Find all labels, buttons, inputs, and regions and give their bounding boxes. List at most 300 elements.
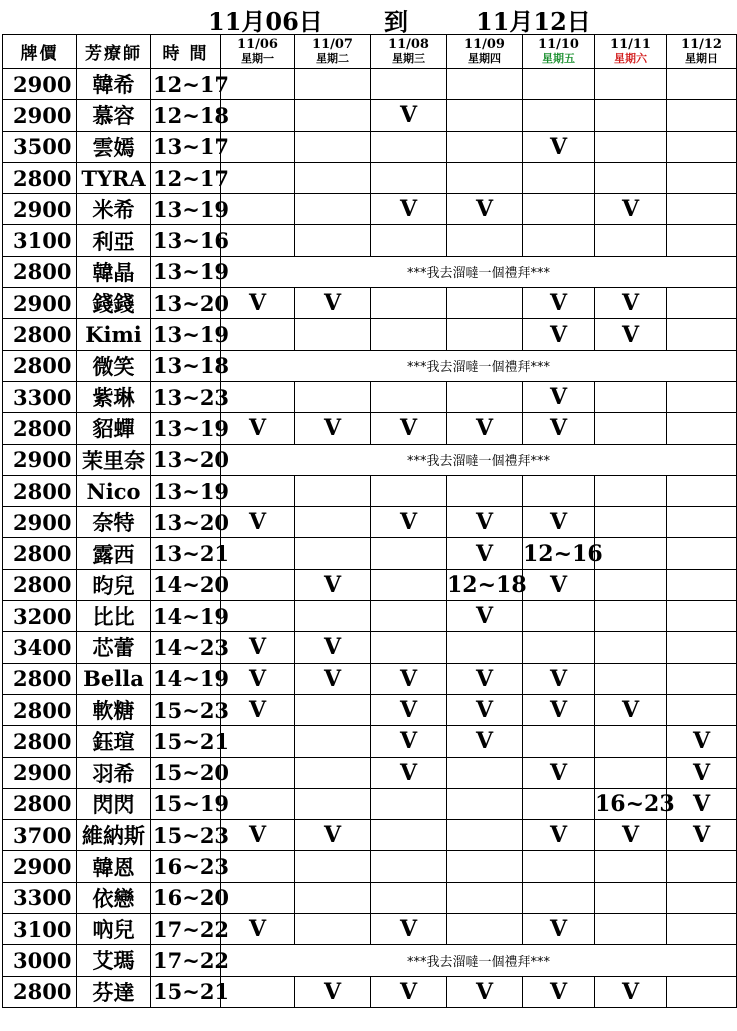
price-cell: 2800 [3, 976, 77, 1007]
availability-cell [447, 162, 523, 193]
availability-cell: V [447, 663, 523, 694]
availability-cell: 12~18 [447, 569, 523, 600]
availability-cell: V [523, 663, 595, 694]
availability-cell: V [595, 820, 667, 851]
availability-cell [667, 601, 737, 632]
availability-cell [595, 914, 667, 945]
availability-cell: V [371, 100, 447, 131]
price-cell: 2800 [3, 256, 77, 287]
availability-cell: V [447, 976, 523, 1007]
table-row [3, 788, 737, 819]
availability-cell: V [221, 820, 295, 851]
availability-cell [447, 319, 523, 350]
availability-cell: V [523, 694, 595, 725]
availability-cell: V [447, 413, 523, 444]
availability-cell [595, 225, 667, 256]
vacation-note: ***我去溜噠一個禮拜*** [221, 350, 737, 381]
therapist-name: 慕容 [77, 100, 151, 131]
availability-cell [371, 225, 447, 256]
day-header [523, 35, 595, 69]
price-cell: 2900 [3, 507, 77, 538]
availability-cell: V [295, 632, 371, 663]
therapist-name: 韓希 [77, 69, 151, 100]
availability-cell [295, 131, 371, 162]
time-cell: 13~21 [151, 538, 221, 569]
time-cell: 13~19 [151, 319, 221, 350]
availability-cell [221, 976, 295, 1007]
availability-cell [295, 694, 371, 725]
availability-cell [595, 69, 667, 100]
availability-cell [595, 663, 667, 694]
therapist-name: 微笑 [77, 350, 151, 381]
table-row [3, 914, 737, 945]
availability-cell: V [371, 507, 447, 538]
availability-cell [371, 162, 447, 193]
availability-cell: V [523, 413, 595, 444]
availability-cell: V [447, 538, 523, 569]
table-row [3, 820, 737, 851]
title-start-date: 11月06日 [208, 7, 323, 36]
time-cell: 13~19 [151, 256, 221, 287]
availability-cell [447, 914, 523, 945]
availability-cell [221, 726, 295, 757]
availability-cell: V [523, 288, 595, 319]
availability-cell [295, 162, 371, 193]
day-weekday: 星期日 [685, 52, 718, 65]
table-row [3, 381, 737, 412]
availability-cell [667, 851, 737, 882]
table-row [3, 632, 737, 663]
therapist-name: 韓晶 [77, 256, 151, 287]
availability-cell: V [595, 694, 667, 725]
availability-cell [667, 663, 737, 694]
price-cell: 2800 [3, 788, 77, 819]
availability-cell [447, 475, 523, 506]
availability-cell: V [295, 663, 371, 694]
table-row [3, 100, 737, 131]
price-cell: 2900 [3, 194, 77, 225]
availability-cell [221, 100, 295, 131]
table-row [3, 225, 737, 256]
time-cell: 17~22 [151, 945, 221, 976]
availability-cell [221, 319, 295, 350]
therapist-name: 利亞 [77, 225, 151, 256]
availability-cell [667, 632, 737, 663]
availability-cell [595, 851, 667, 882]
table-row [3, 945, 737, 976]
availability-cell [221, 225, 295, 256]
table-row [3, 601, 737, 632]
availability-cell: V [667, 726, 737, 757]
availability-cell: V [523, 319, 595, 350]
availability-cell [523, 788, 595, 819]
availability-cell [595, 475, 667, 506]
therapist-name: 閃閃 [77, 788, 151, 819]
therapist-name: Kimi [77, 319, 151, 350]
time-cell: 17~22 [151, 914, 221, 945]
availability-cell: V [371, 757, 447, 788]
day-header [371, 35, 447, 69]
day-date: 11/09 [464, 37, 505, 52]
price-cell: 2800 [3, 726, 77, 757]
availability-cell: V [221, 663, 295, 694]
time-cell: 12~18 [151, 100, 221, 131]
availability-cell [295, 69, 371, 100]
availability-cell [595, 726, 667, 757]
therapist-name: 貂蟬 [77, 413, 151, 444]
availability-cell [667, 381, 737, 412]
price-cell: 2900 [3, 444, 77, 475]
availability-cell [667, 569, 737, 600]
availability-cell [221, 569, 295, 600]
availability-cell [371, 882, 447, 913]
time-cell: 12~17 [151, 69, 221, 100]
time-cell: 13~19 [151, 413, 221, 444]
schedule-table [2, 34, 737, 1008]
price-cell: 3100 [3, 225, 77, 256]
availability-cell [221, 882, 295, 913]
price-cell: 2800 [3, 350, 77, 381]
table-row [3, 507, 737, 538]
availability-cell [667, 507, 737, 538]
availability-cell [667, 694, 737, 725]
availability-cell [295, 194, 371, 225]
therapist-name: 軟糖 [77, 694, 151, 725]
availability-cell: V [667, 788, 737, 819]
availability-cell: V [371, 663, 447, 694]
availability-cell [447, 882, 523, 913]
availability-cell [371, 601, 447, 632]
day-date: 11/11 [610, 37, 651, 52]
header-row [3, 35, 737, 69]
table-row [3, 194, 737, 225]
price-cell: 2900 [3, 100, 77, 131]
therapist-name: 芯蕾 [77, 632, 151, 663]
availability-cell [595, 538, 667, 569]
availability-cell: V [221, 288, 295, 319]
availability-cell [221, 788, 295, 819]
availability-cell [295, 882, 371, 913]
availability-cell [523, 225, 595, 256]
therapist-name: Bella [77, 663, 151, 694]
table-row [3, 256, 737, 287]
time-cell: 15~23 [151, 694, 221, 725]
time-cell: 13~16 [151, 225, 221, 256]
availability-cell: V [371, 726, 447, 757]
time-cell: 13~19 [151, 194, 221, 225]
time-cell: 15~20 [151, 757, 221, 788]
availability-cell: V [667, 757, 737, 788]
time-cell: 14~23 [151, 632, 221, 663]
availability-cell [221, 538, 295, 569]
day-header [221, 35, 295, 69]
price-cell: 2800 [3, 538, 77, 569]
availability-cell [523, 69, 595, 100]
price-cell: 3700 [3, 820, 77, 851]
availability-cell: V [523, 757, 595, 788]
availability-cell [595, 381, 667, 412]
availability-cell [447, 757, 523, 788]
availability-cell: V [221, 413, 295, 444]
availability-cell [221, 475, 295, 506]
price-cell: 2800 [3, 663, 77, 694]
therapist-name: 錢錢 [77, 288, 151, 319]
availability-cell: V [221, 632, 295, 663]
time-cell: 14~19 [151, 663, 221, 694]
availability-cell [371, 820, 447, 851]
therapist-name: 昀兒 [77, 569, 151, 600]
price-cell: 2900 [3, 288, 77, 319]
availability-cell [295, 851, 371, 882]
price-cell: 2800 [3, 569, 77, 600]
day-date: 11/10 [538, 37, 579, 52]
therapist-name: 維納斯 [77, 820, 151, 851]
day-weekday: 星期六 [614, 52, 647, 65]
time-cell: 15~21 [151, 976, 221, 1007]
availability-cell: 12~16 [523, 538, 595, 569]
availability-cell [667, 131, 737, 162]
time-cell: 13~23 [151, 381, 221, 412]
day-header [595, 35, 667, 69]
therapist-name: 紫琳 [77, 381, 151, 412]
day-weekday: 星期五 [542, 52, 575, 65]
availability-cell [523, 882, 595, 913]
availability-cell [371, 319, 447, 350]
day-weekday: 星期四 [468, 52, 501, 65]
availability-cell [221, 194, 295, 225]
price-cell: 3400 [3, 632, 77, 663]
table-row [3, 444, 737, 475]
availability-cell: V [447, 726, 523, 757]
schedule-title [0, 0, 737, 34]
price-cell: 2900 [3, 69, 77, 100]
price-cell: 3200 [3, 601, 77, 632]
availability-cell [667, 319, 737, 350]
availability-cell [447, 820, 523, 851]
availability-cell: V [595, 976, 667, 1007]
time-cell: 13~20 [151, 507, 221, 538]
table-row [3, 131, 737, 162]
price-cell: 2800 [3, 319, 77, 350]
table-row [3, 851, 737, 882]
time-cell: 15~19 [151, 788, 221, 819]
availability-cell [523, 632, 595, 663]
availability-cell [295, 319, 371, 350]
time-cell: 13~17 [151, 131, 221, 162]
availability-cell [221, 601, 295, 632]
availability-cell: 16~23 [595, 788, 667, 819]
table-row [3, 663, 737, 694]
therapist-name: 露西 [77, 538, 151, 569]
therapist-name: 艾瑪 [77, 945, 151, 976]
table-row [3, 882, 737, 913]
availability-cell: V [371, 914, 447, 945]
therapist-name: 奈特 [77, 507, 151, 538]
day-date: 11/08 [388, 37, 429, 52]
availability-cell: V [523, 976, 595, 1007]
availability-cell: V [523, 507, 595, 538]
availability-cell [295, 914, 371, 945]
therapist-name: 茉里奈 [77, 444, 151, 475]
availability-cell: V [221, 507, 295, 538]
availability-cell: V [595, 319, 667, 350]
availability-cell: V [371, 413, 447, 444]
table-row [3, 288, 737, 319]
table-row [3, 569, 737, 600]
availability-cell [667, 194, 737, 225]
availability-cell [371, 569, 447, 600]
availability-cell [295, 475, 371, 506]
title-to: 到 [384, 7, 408, 36]
therapist-name: 比比 [77, 601, 151, 632]
header-therapist: 芳療師 [77, 35, 151, 69]
availability-cell [523, 194, 595, 225]
availability-cell [667, 162, 737, 193]
availability-cell: V [295, 288, 371, 319]
time-cell: 15~21 [151, 726, 221, 757]
day-date: 11/06 [237, 37, 278, 52]
time-cell: 13~19 [151, 475, 221, 506]
availability-cell [523, 475, 595, 506]
vacation-note: ***我去溜噠一個禮拜*** [221, 444, 737, 475]
availability-cell: V [595, 288, 667, 319]
availability-cell: V [447, 601, 523, 632]
availability-cell [667, 69, 737, 100]
availability-cell: V [447, 694, 523, 725]
availability-cell [447, 100, 523, 131]
time-cell: 13~20 [151, 444, 221, 475]
availability-cell [295, 538, 371, 569]
price-cell: 3500 [3, 131, 77, 162]
availability-cell: V [523, 381, 595, 412]
table-row [3, 69, 737, 100]
availability-cell [667, 413, 737, 444]
table-row [3, 162, 737, 193]
therapist-name: 依戀 [77, 882, 151, 913]
availability-cell [295, 788, 371, 819]
availability-cell [667, 882, 737, 913]
availability-cell [523, 162, 595, 193]
availability-cell [595, 131, 667, 162]
availability-cell: V [221, 914, 295, 945]
availability-cell: V [523, 569, 595, 600]
availability-cell [295, 757, 371, 788]
availability-cell [295, 100, 371, 131]
day-header [295, 35, 371, 69]
time-cell: 13~18 [151, 350, 221, 381]
table-row [3, 475, 737, 506]
price-cell: 3300 [3, 381, 77, 412]
schedule-body [3, 69, 737, 1008]
title-end-date: 11月12日 [476, 7, 591, 36]
availability-cell [221, 757, 295, 788]
price-cell: 2800 [3, 162, 77, 193]
day-date: 11/12 [681, 37, 722, 52]
availability-cell: V [447, 507, 523, 538]
availability-cell: V [221, 694, 295, 725]
availability-cell [221, 162, 295, 193]
price-cell: 3300 [3, 882, 77, 913]
availability-cell [595, 632, 667, 663]
availability-cell [595, 507, 667, 538]
availability-cell [371, 538, 447, 569]
availability-cell [447, 288, 523, 319]
availability-cell [295, 225, 371, 256]
price-cell: 3100 [3, 914, 77, 945]
price-cell: 2900 [3, 757, 77, 788]
availability-cell: V [595, 194, 667, 225]
therapist-name: Nico [77, 475, 151, 506]
table-row [3, 694, 737, 725]
availability-cell [667, 914, 737, 945]
price-cell: 2800 [3, 694, 77, 725]
table-row [3, 413, 737, 444]
table-row [3, 350, 737, 381]
availability-cell [523, 100, 595, 131]
availability-cell [667, 976, 737, 1007]
availability-cell [667, 475, 737, 506]
availability-cell [523, 851, 595, 882]
price-cell: 3000 [3, 945, 77, 976]
availability-cell [221, 69, 295, 100]
header-price: 牌價 [3, 35, 77, 69]
availability-cell: V [523, 820, 595, 851]
therapist-name: 吶兒 [77, 914, 151, 945]
therapist-name: 鈺瑄 [77, 726, 151, 757]
availability-cell [447, 788, 523, 819]
table-row [3, 976, 737, 1007]
availability-cell [667, 288, 737, 319]
availability-cell [371, 131, 447, 162]
therapist-name: 雲嫣 [77, 131, 151, 162]
availability-cell [371, 632, 447, 663]
table-row [3, 757, 737, 788]
table-row [3, 538, 737, 569]
availability-cell [221, 851, 295, 882]
day-weekday: 星期一 [241, 52, 274, 65]
price-cell: 2800 [3, 413, 77, 444]
therapist-name: 芬達 [77, 976, 151, 1007]
table-row [3, 319, 737, 350]
availability-cell [447, 225, 523, 256]
availability-cell [371, 851, 447, 882]
availability-cell [595, 569, 667, 600]
availability-cell [221, 131, 295, 162]
vacation-note: ***我去溜噠一個禮拜*** [221, 945, 737, 976]
availability-cell [447, 381, 523, 412]
availability-cell: V [371, 194, 447, 225]
availability-cell [371, 381, 447, 412]
availability-cell: V [371, 694, 447, 725]
availability-cell: V [523, 131, 595, 162]
availability-cell [667, 538, 737, 569]
therapist-name: 米希 [77, 194, 151, 225]
vacation-note: ***我去溜噠一個禮拜*** [221, 256, 737, 287]
availability-cell [295, 381, 371, 412]
time-cell: 14~20 [151, 569, 221, 600]
availability-cell [447, 632, 523, 663]
day-header [667, 35, 737, 69]
availability-cell: V [295, 976, 371, 1007]
availability-cell [371, 788, 447, 819]
therapist-name: 羽希 [77, 757, 151, 788]
time-cell: 16~20 [151, 882, 221, 913]
availability-cell [447, 131, 523, 162]
price-cell: 2800 [3, 475, 77, 506]
availability-cell [523, 726, 595, 757]
availability-cell: V [295, 413, 371, 444]
day-date: 11/07 [312, 37, 353, 52]
